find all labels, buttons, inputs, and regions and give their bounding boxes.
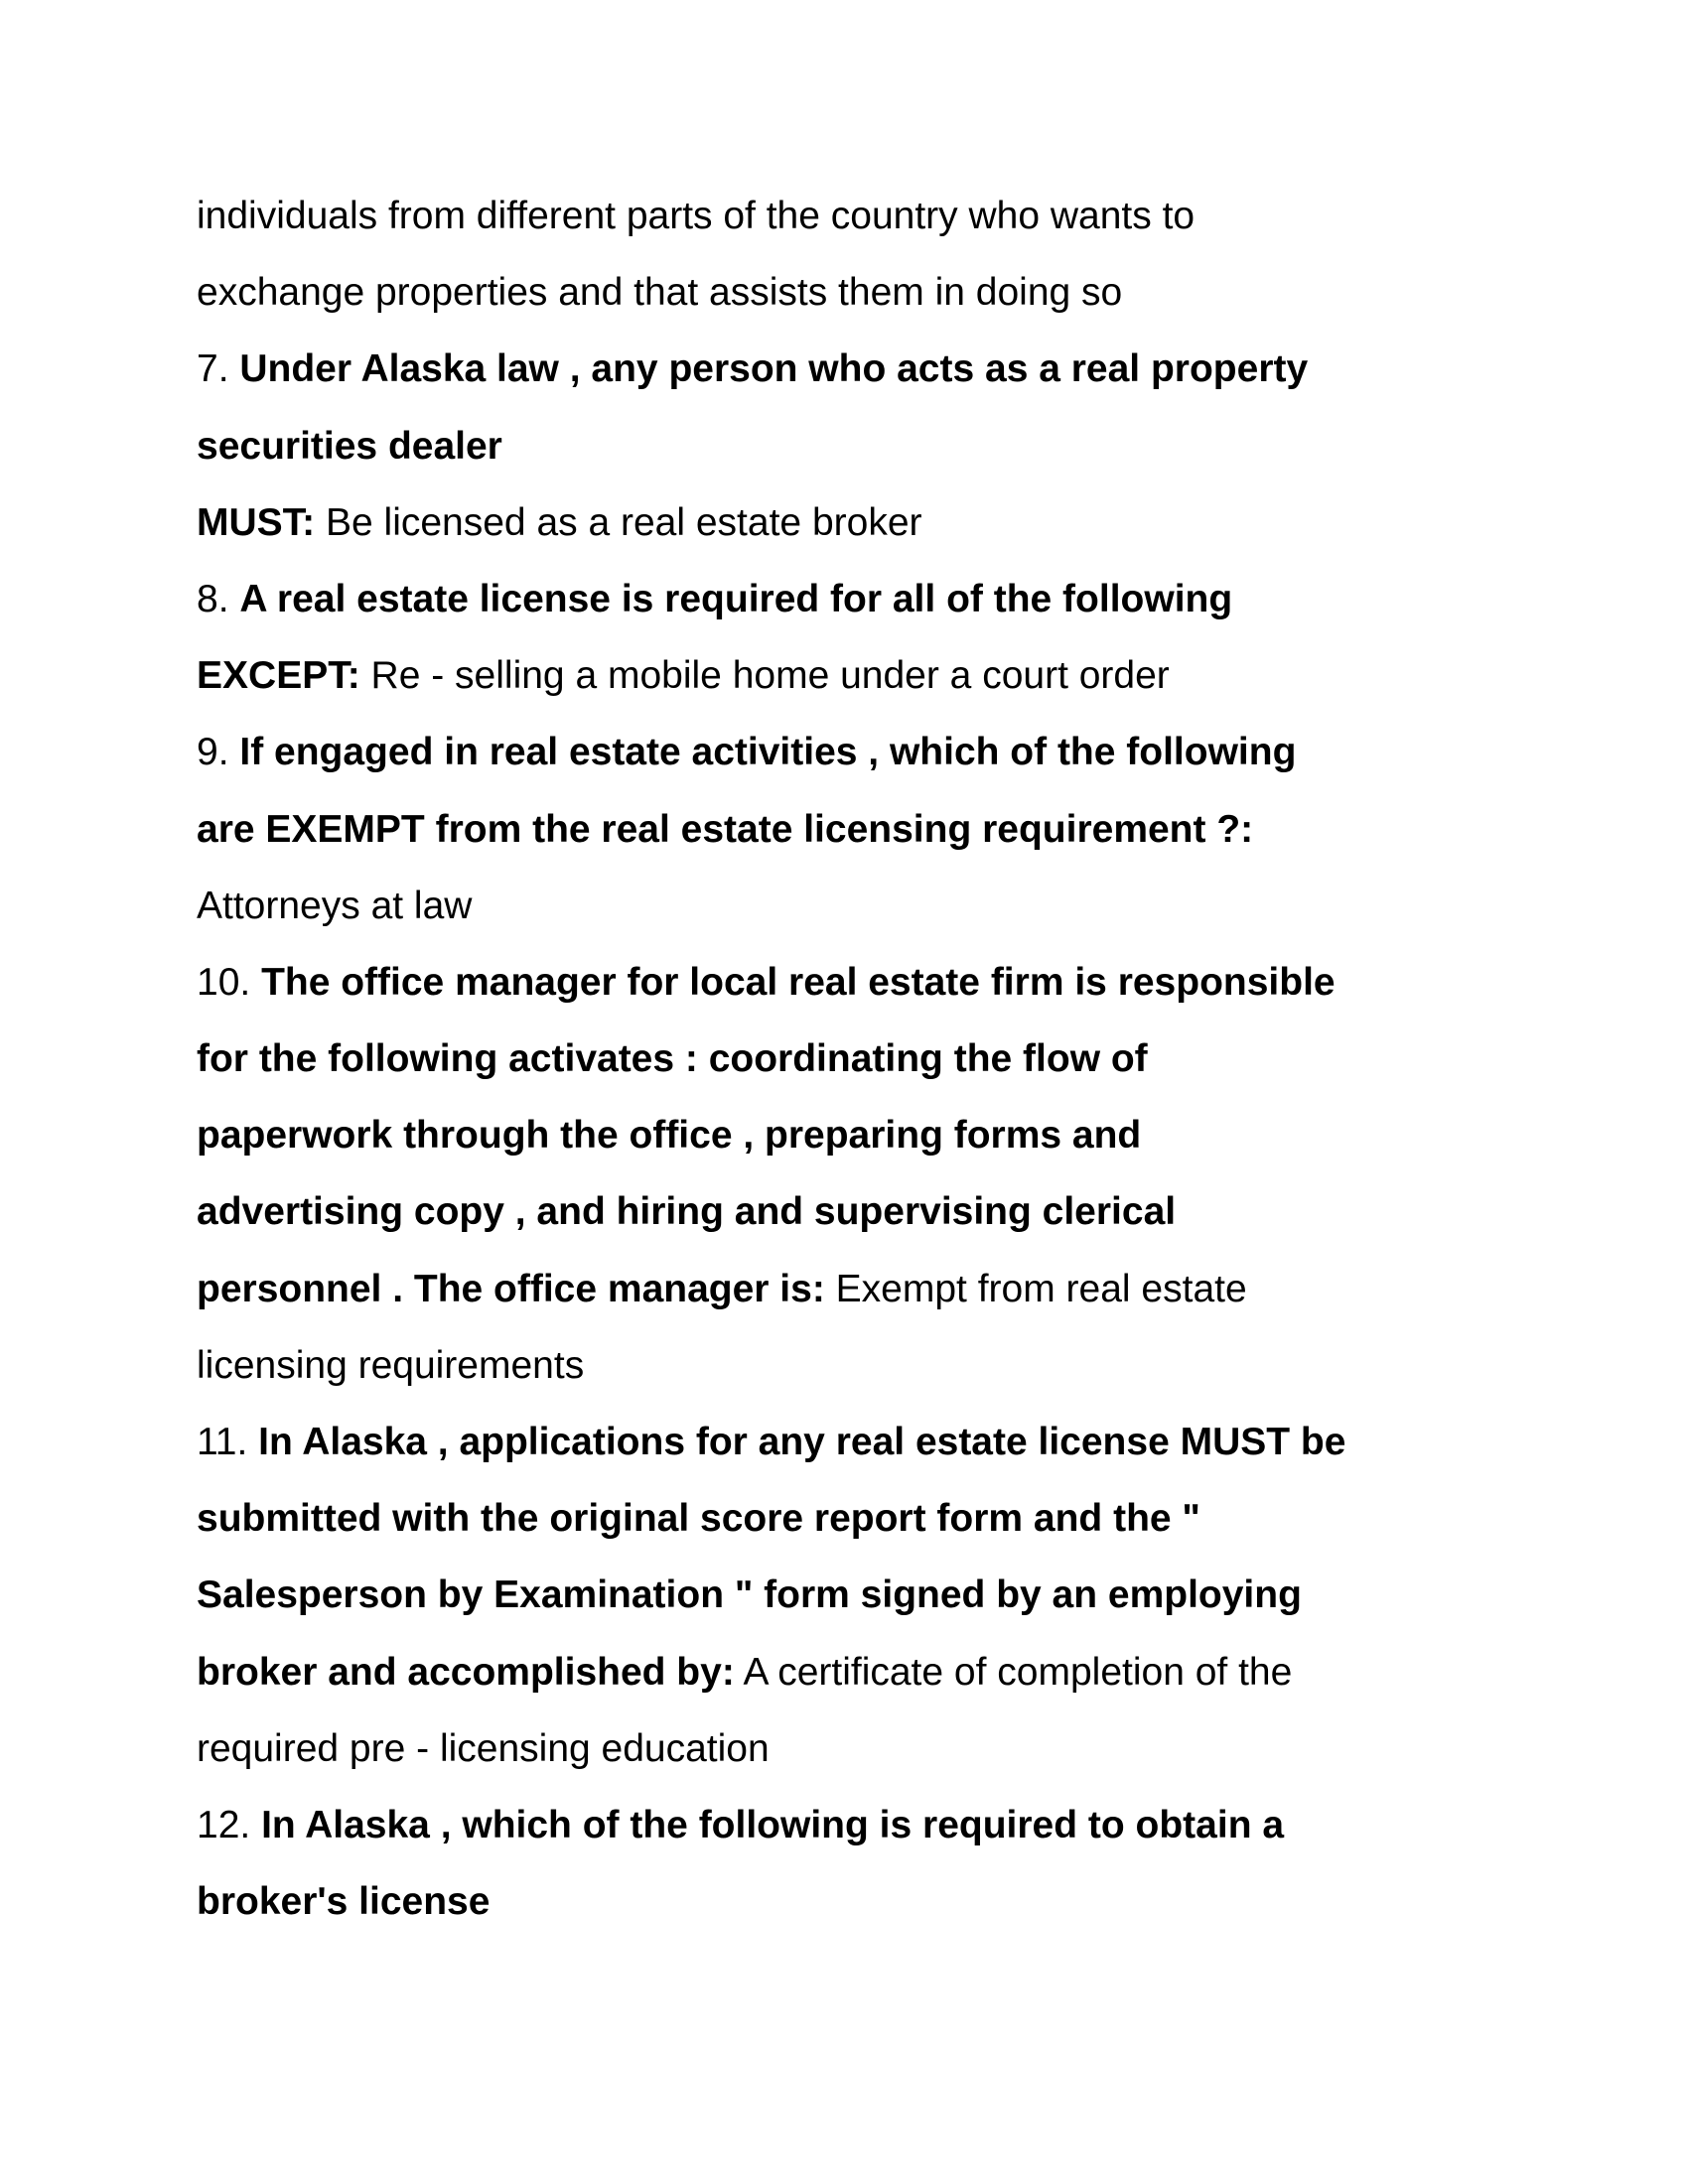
text-line — [197, 1710, 1628, 1787]
answer-text-segment: Exempt from real estate — [824, 1267, 1247, 1310]
text-line — [197, 944, 1628, 1021]
question-text-segment: The office manager for local real estate firm is responsible — [261, 960, 1336, 1004]
question-text-segment: advertising copy , and hiring and supervising clerical — [197, 1190, 1177, 1234]
text-line — [197, 178, 1628, 254]
answer-text-segment: 8. — [197, 577, 240, 620]
answer-text-segment: 12. — [197, 1803, 262, 1846]
question-text-segment: paperwork through the office , preparing forms and — [197, 1114, 1142, 1158]
question-text-segment: broker's license — [197, 1880, 491, 1924]
text-line — [197, 484, 1628, 561]
text-line — [197, 714, 1628, 790]
answer-text-segment: individuals from different parts of the country who wants to — [197, 195, 1196, 237]
question-text-segment: In Alaska , which of the following is required to obtain a — [261, 1803, 1285, 1846]
answer-text-segment: exchange properties and that assists them in doing so — [197, 271, 1123, 315]
text-line — [197, 1021, 1628, 1097]
question-text-segment: for the following activates : coordinating the flow of — [197, 1037, 1148, 1081]
text-line — [197, 254, 1628, 331]
text-line — [197, 637, 1628, 714]
answer-text-segment: 9. — [197, 731, 240, 774]
answer-text-segment: Attorneys at law — [197, 884, 473, 927]
text-line — [197, 1863, 1628, 1940]
text-line — [197, 1404, 1628, 1480]
answer-text-segment: 7. — [197, 347, 240, 391]
text-line — [197, 791, 1628, 868]
question-text-segment: A real estate license is required for all of the following — [239, 577, 1233, 620]
question-text-segment: securities dealer — [197, 424, 502, 468]
answer-text-segment: 11. — [197, 1421, 259, 1463]
answer-text-segment: A certificate of completion of the — [734, 1650, 1293, 1694]
text-line — [197, 1097, 1628, 1173]
text-line — [197, 561, 1628, 637]
text-line — [197, 1557, 1628, 1633]
question-text-segment: In Alaska , applications for any real estate license MUST be — [258, 1421, 1346, 1463]
question-text-segment: Salesperson by Examination " form signed by an employing — [197, 1573, 1302, 1617]
text-line — [197, 1480, 1628, 1557]
text-line — [197, 868, 1628, 944]
answer-text-segment: required pre - licensing education — [197, 1726, 770, 1770]
text-line — [197, 1327, 1628, 1404]
text-line — [197, 1173, 1628, 1250]
question-text-segment: If engaged in real estate activities , which of the following — [239, 731, 1297, 774]
question-text-segment: MUST: — [197, 500, 316, 544]
text-line — [197, 1787, 1628, 1863]
document-text — [197, 178, 1628, 1940]
text-line — [197, 331, 1628, 407]
question-text-segment: personnel . The office manager is: — [197, 1267, 825, 1310]
question-text-segment: are EXEMPT from the real estate licensing requirement ?: — [197, 807, 1254, 851]
answer-text-segment: 10. — [197, 960, 262, 1004]
question-text-segment: submitted with the original score report form and the " — [197, 1497, 1200, 1541]
question-text-segment: Under Alaska law , any person who acts as a real property — [239, 347, 1309, 391]
text-line — [197, 1251, 1628, 1327]
text-line — [197, 408, 1628, 484]
answer-text-segment: Be licensed as a real estate broker — [315, 500, 922, 544]
question-text-segment: broker and accomplished by: — [197, 1650, 735, 1694]
answer-text-segment: Re - selling a mobile home under a court order — [359, 654, 1170, 698]
text-line — [197, 1634, 1628, 1710]
answer-text-segment: licensing requirements — [197, 1343, 585, 1387]
question-text-segment: EXCEPT: — [197, 654, 360, 698]
